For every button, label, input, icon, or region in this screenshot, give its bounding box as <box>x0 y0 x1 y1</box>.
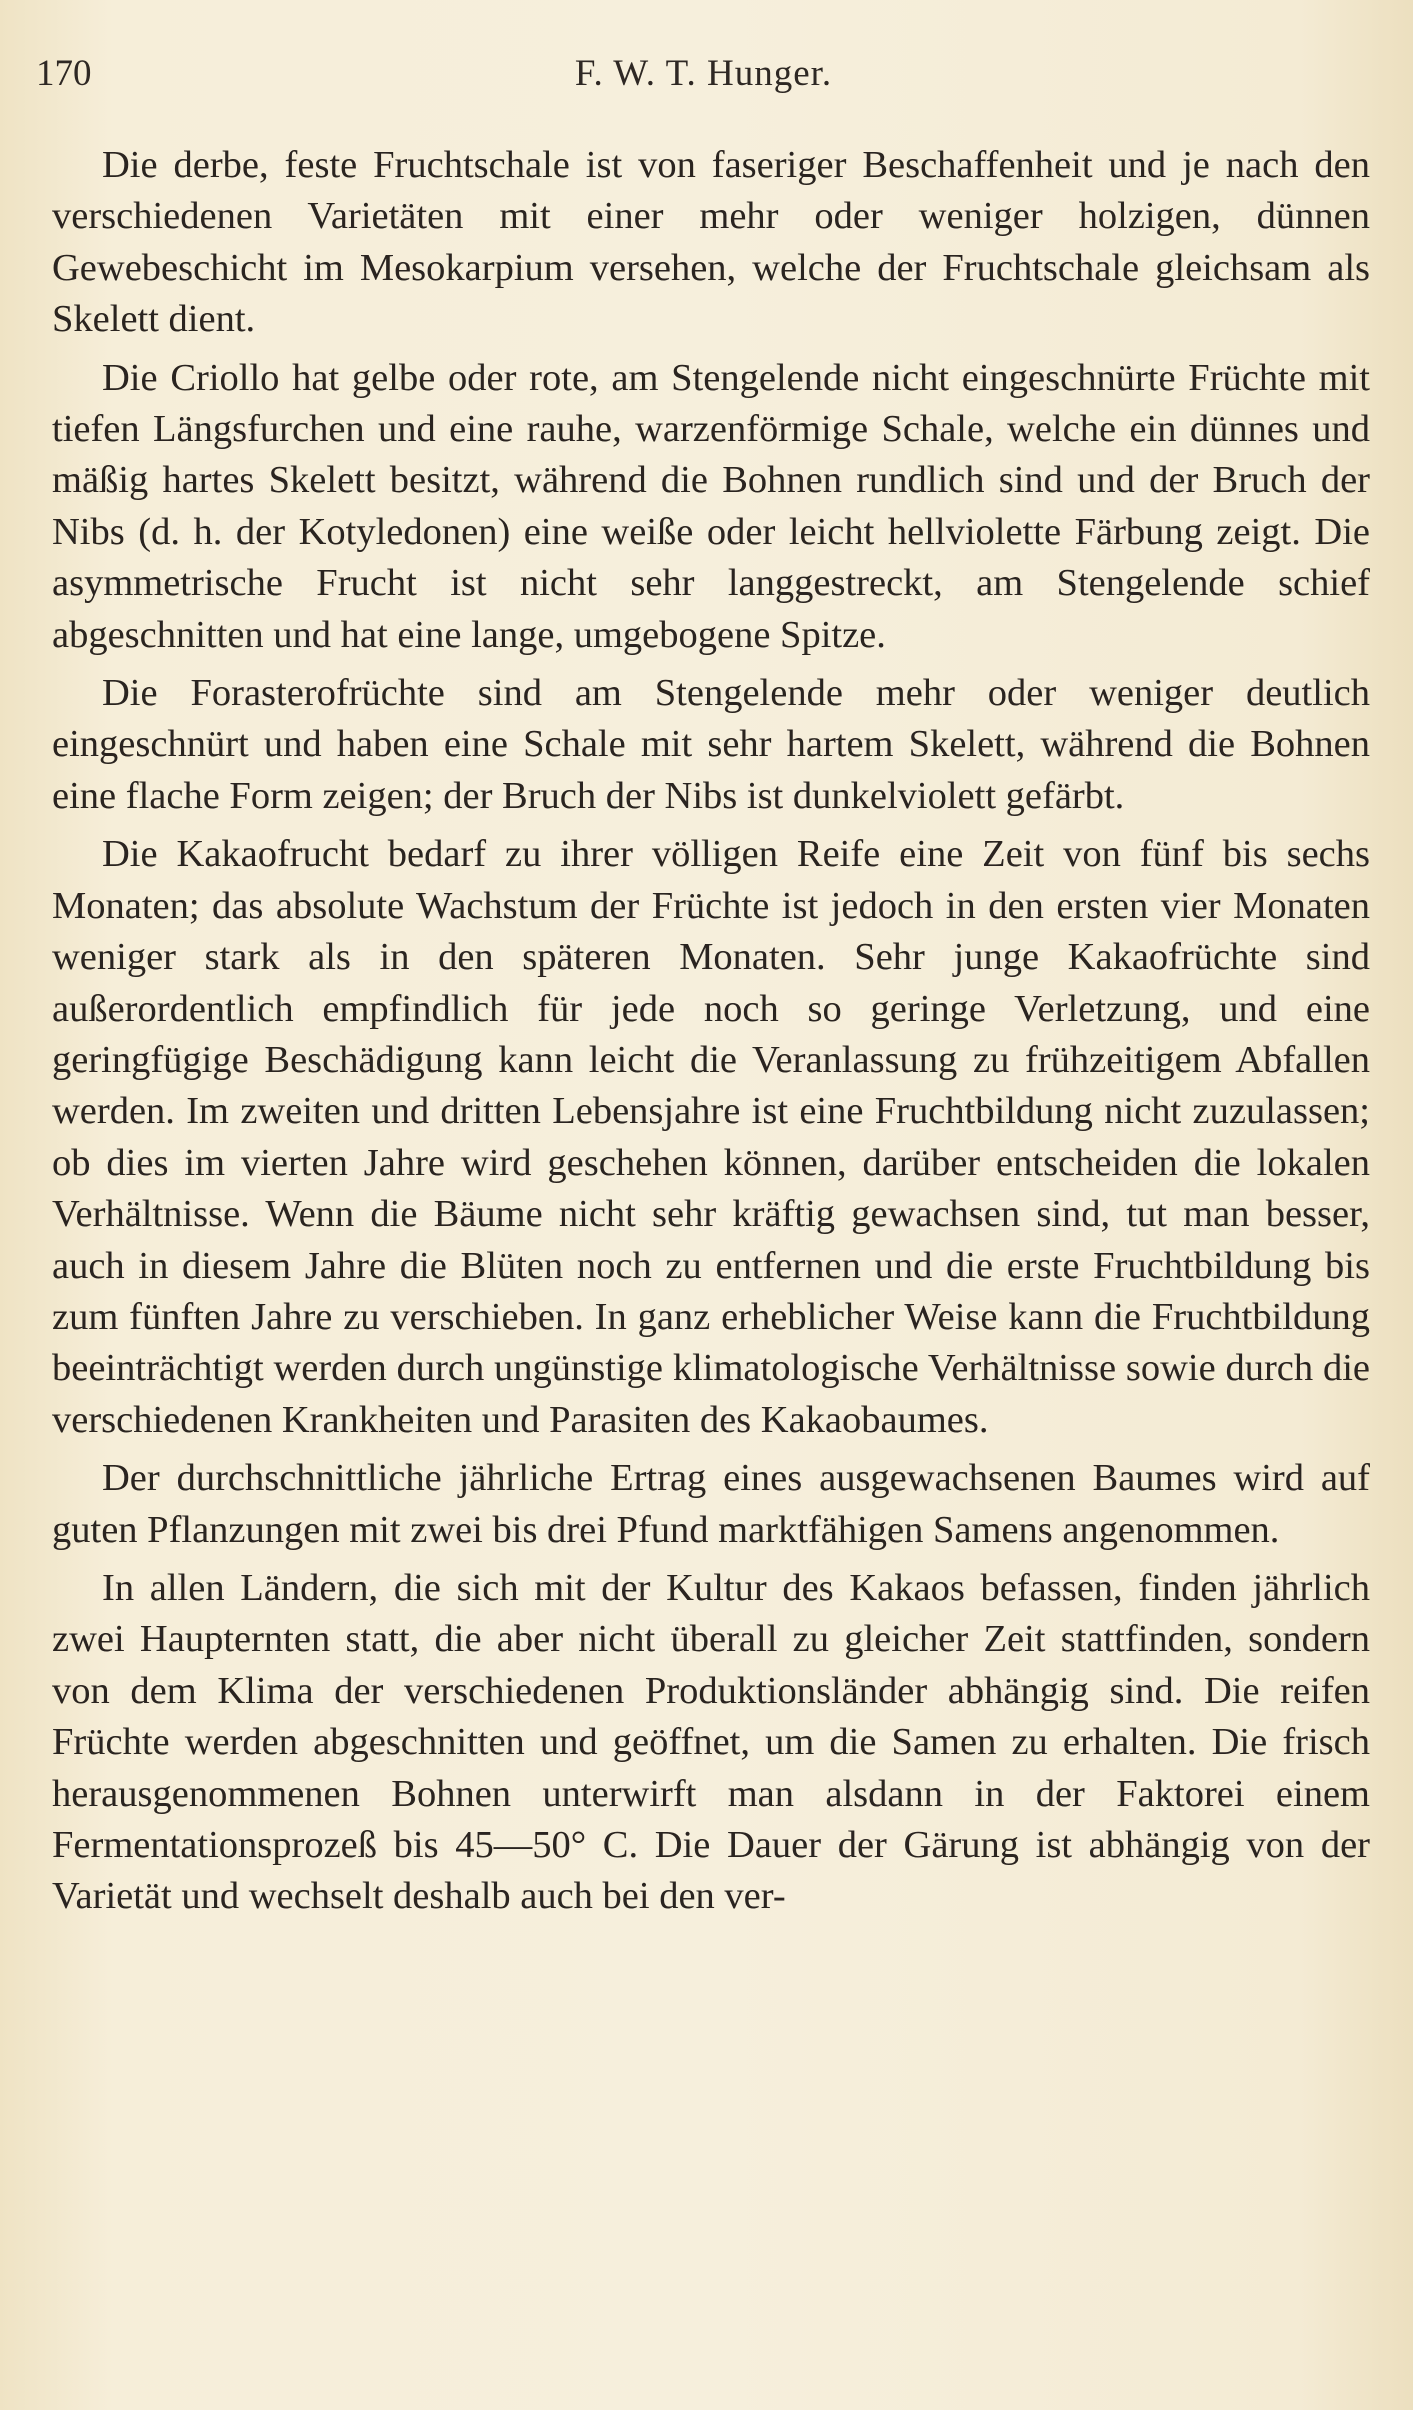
paragraph: Die derbe, feste Fruchtschale ist von faseriger Beschaffenheit und je nach den verschiedenen Varietäten mit einer mehr oder weniger holzigen, dünnen Gewebeschicht im Mesokarpium versehen, welche der Fruchtschale gleichsam als Skelett dient. <box>52 144 1370 341</box>
running-head: F. W. T. Hunger. <box>574 53 833 94</box>
paragraph: Die Forasterofrüchte sind am Stengelende mehr oder weniger deutlich eingeschnürt und haben eine Schale mit sehr hartem Skelett, während die Bohnen eine flache Form zeigen; der Bruch der Nibs ist dunkelviolett gefärbt. <box>52 672 1370 817</box>
paragraph: Der durchschnittliche jährliche Ertrag eines ausgewachsenen Baumes wird auf guten Pflanzungen mit zwei bis drei Pfund marktfähigen Samens angenommen. <box>52 1457 1370 1551</box>
page-number: 170 <box>36 53 92 94</box>
paragraph: Die Kakaofrucht bedarf zu ihrer völligen Reife eine Zeit von fünf bis sechs Monaten; das absolute Wachstum der Früchte ist jedoch in den ersten vier Monaten weniger stark als in den späteren Monaten. Sehr junge Kakaofrüchte sind außerordentlich empfindlich für jede noch so geringe Verletzung, und eine geringfügige Beschädigung kann leicht die Veranlassung zu frühzeitigem Abfallen werden. Im zweiten und dritten Lebensjahre ist eine Fruchtbildung nicht zuzulassen; ob dies im vierten Jahre wird geschehen können, darüber entscheiden die lokalen Verhältnisse. Wenn die Bäume nicht sehr kräftig gewachsen sind, tut man besser, auch in diesem Jahre die Blüten noch zu entfernen und die erste Fruchtbildung bis zum fünften Jahre zu verschieben. In ganz erheblicher Weise kann die Fruchtbildung beeinträchtigt werden durch ungünstige klimatologische Verhältnisse sowie durch die verschiedenen Krankheiten und Parasiten des Kakaobaumes. <box>52 833 1370 1441</box>
page-header <box>36 52 1371 108</box>
paragraph: In allen Ländern, die sich mit der Kultur des Kakaos befassen, finden jährlich zwei Haupternten statt, die aber nicht überall zu gleicher Zeit stattfinden, sondern von dem Klima der verschiedenen Produktionsländer abhängig sind. Die reifen Früchte werden abgeschnitten und geöffnet, um die Samen zu erhalten. Die frisch herausgenommenen Bohnen unterwirft man alsdann in der Faktorei einem Fermentationsprozeß bis 45—50° C. Die Dauer der Gärung ist abhängig von der Varietät und wechselt deshalb auch bei den ver- <box>52 1566 1370 1918</box>
body-text <box>52 140 1370 1930</box>
paragraph: Die Criollo hat gelbe oder rote, am Stengelende nicht eingeschnürte Früchte mit tiefen Längsfurchen und eine rauhe, warzenförmige Schale, welche ein dünnes und mäßig hartes Skelett besitzt, während die Bohnen rundlich sind und der Bruch der Nibs (d. h. der Kotyledonen) eine weiße oder leicht hellviolette Färbung zeigt. Die asymmetrische Frucht ist nicht sehr langgestreckt, am Stengelende schief abgeschnitten und hat eine lange, umgebogene Spitze. <box>52 356 1370 656</box>
